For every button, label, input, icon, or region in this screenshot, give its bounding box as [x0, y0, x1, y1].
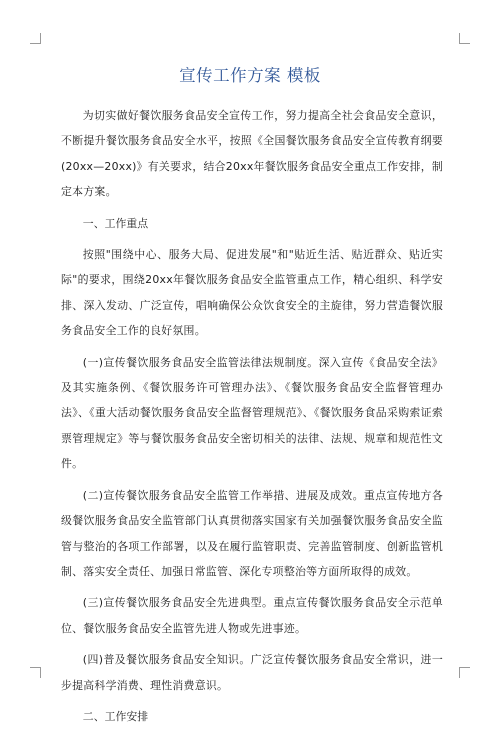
item-1-paragraph: (一)宣传餐饮服务食品安全监管法律法规制度。深入宣传《食品安全法》及其实施条例、《餐饮服务许可管理办法》、《餐饮服务食品安全监督管理办法》、《重大活动餐饮服务食品安全监督管理规范》、《餐饮服务食品采购索证索票管理规定》等与餐饮服务食品安全密切相关的法律、法规、规章和规范性文件。 [61, 355, 443, 471]
item-4-paragraph: (四)普及餐饮服务食品安全知识。广泛宣传餐饮服务食品安全常识，进一步提高科学消费、理性消费意识。 [61, 653, 443, 692]
page-corner-mark-bottom-right [459, 667, 470, 678]
page-corner-mark-bottom-left [30, 667, 41, 678]
work-focus-paragraph: 按照"围绕中心、服务大局、促进发展"和"贴近生活、贴近群众、贴近实际"的要求，围绕20xx年餐饮服务食品安全监管重点工作，精心组织、科学安排、深入发动、广泛宣传，唱响确保公众饮食安全的主旋律，努力营造餐饮服务食品安全工作的良好氛围。 [61, 248, 443, 338]
page-corner-mark-top-left [30, 33, 41, 44]
section-heading-work-focus: 一、工作重点 [82, 216, 149, 230]
intro-paragraph: 为切实做好餐饮服务食品安全宣传工作，努力提高全社会食品安全意识，不断提升餐饮服务食品安全水平，按照《全国餐饮服务食品安全宣传教育纲要(20xx—20xx)》有关要求，结合20xx年餐饮服务食品安全重点工作安排，制定本方案。 [61, 109, 443, 199]
document-body [61, 103, 443, 729]
item-3-paragraph: (三)宣传餐饮服务食品安全先进典型。重点宣传餐饮服务食品安全示范单位、餐饮服务食品安全监管先进人物或先进事迹。 [61, 596, 443, 635]
document-title: 宣传工作方案 模板 [179, 66, 321, 85]
page-corner-mark-top-right [459, 33, 470, 44]
item-2-paragraph: (二)宣传餐饮服务食品安全监管工作举措、进展及成效。重点宣传地方各级餐饮服务食品安全监管部门认真贯彻落实国家有关加强餐饮服务食品安全监管与整治的各项工作部署，以及在履行监管职责、完善监管制度、创新监管机制、落实安全责任、加强日常监管、深化专项整治等方面所取得的成效。 [61, 488, 443, 578]
section-heading-work-arrangement: 二、工作安排 [82, 709, 149, 723]
